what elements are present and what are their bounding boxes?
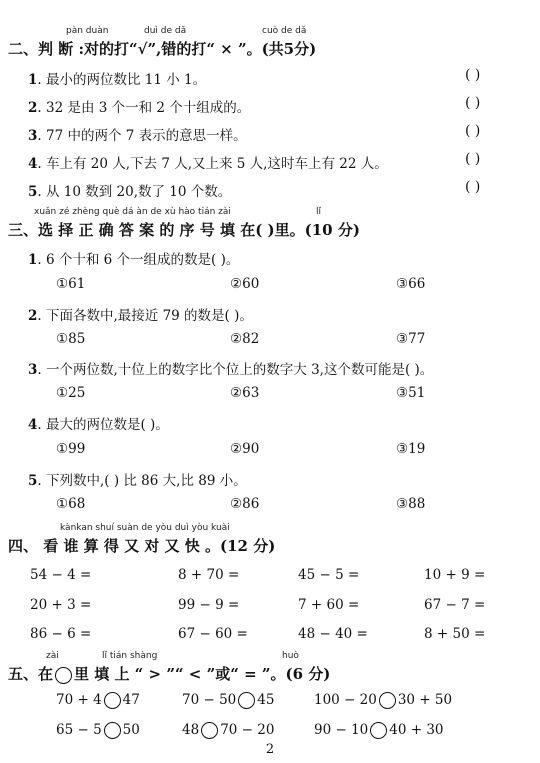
question-text: . 下面各数中,最接近 79 的数是( )。 bbox=[37, 308, 253, 324]
question-text: . 最小的两位数比 11 小 1。 bbox=[37, 72, 207, 88]
option-3[interactable]: ③51 bbox=[396, 385, 426, 401]
answer-blank[interactable]: ( ) bbox=[465, 67, 481, 83]
compare-left: 48 bbox=[182, 722, 200, 738]
option-1[interactable]: ①61 bbox=[56, 276, 86, 292]
calc-item: 54 − 4 = bbox=[30, 567, 92, 583]
page-number: 2 bbox=[265, 742, 275, 757]
compare-item bbox=[182, 722, 274, 739]
calc-item: 67 − 7 = bbox=[424, 597, 486, 613]
compare-right: 30 + 50 bbox=[397, 692, 453, 708]
question-number: 1 bbox=[28, 252, 38, 268]
question-text: . 77 中的两个 7 表示的意思一样。 bbox=[37, 128, 247, 144]
compare-left: 65 − 5 bbox=[56, 722, 102, 738]
compare-right: 70 − 20 bbox=[220, 722, 275, 738]
compare-item bbox=[56, 722, 140, 739]
pinyin: pàn duàn bbox=[66, 26, 109, 36]
question-item bbox=[28, 413, 169, 433]
question-number: 4 bbox=[28, 156, 38, 172]
question-number: 3 bbox=[28, 362, 38, 378]
question-text: . 6 个十和 6 个一组成的数是( )。 bbox=[37, 252, 240, 268]
section-title-choice: 三、选 择 正 确 答 案 的 序 号 填 在( )里。(10 分) bbox=[8, 221, 360, 239]
option-2[interactable]: ②63 bbox=[230, 385, 260, 401]
compare-circle[interactable] bbox=[379, 692, 396, 709]
option-2[interactable]: ②86 bbox=[230, 496, 260, 512]
compare-circle[interactable] bbox=[104, 722, 121, 739]
question-text: . 32 是由 3 个一和 2 个十组成的。 bbox=[37, 100, 251, 116]
answer-blank[interactable]: ( ) bbox=[465, 95, 481, 111]
compare-item bbox=[56, 692, 140, 709]
compare-circle[interactable] bbox=[201, 722, 218, 739]
option-2[interactable]: ②82 bbox=[230, 331, 260, 347]
compare-item bbox=[314, 722, 444, 739]
compare-circle[interactable] bbox=[104, 692, 121, 709]
question-item bbox=[28, 304, 253, 324]
question-number: 2 bbox=[28, 100, 38, 116]
question-number: 2 bbox=[28, 308, 38, 324]
question-item bbox=[28, 96, 250, 116]
question-number: 1 bbox=[28, 72, 38, 88]
pinyin: kànkan shuí suàn de yòu duì yòu kuài bbox=[60, 523, 230, 533]
compare-left: 90 − 10 bbox=[314, 722, 369, 738]
section-title-calculation: 四、 看 谁 算 得 又 对 又 快 。(12 分) bbox=[8, 537, 276, 555]
calc-item: 48 − 40 = bbox=[298, 626, 368, 642]
pinyin: lǐ bbox=[316, 207, 322, 217]
compare-right: 47 bbox=[122, 692, 140, 708]
question-item bbox=[28, 68, 206, 88]
calc-item: 86 − 6 = bbox=[30, 626, 92, 642]
calc-item: 10 + 9 = bbox=[424, 567, 486, 583]
question-text: . 一个两位数,十位上的数字比个位上的数字大 3,这个数可能是( )。 bbox=[37, 362, 434, 378]
pinyin: huò bbox=[282, 651, 299, 661]
option-3[interactable]: ③66 bbox=[396, 276, 426, 292]
pinyin: cuò de dǎ bbox=[262, 26, 307, 36]
section-title-compare bbox=[8, 663, 330, 684]
calc-item: 8 + 70 = bbox=[178, 567, 240, 583]
question-text: . 最大的两位数是( )。 bbox=[37, 417, 169, 433]
compare-circle[interactable] bbox=[238, 692, 255, 709]
question-number: 4 bbox=[28, 417, 38, 433]
calc-item: 20 + 3 = bbox=[30, 597, 92, 613]
question-number: 5 bbox=[28, 184, 38, 200]
question-item bbox=[28, 124, 247, 144]
calc-item: 99 − 9 = bbox=[178, 597, 240, 613]
question-item bbox=[28, 248, 239, 268]
option-2[interactable]: ②90 bbox=[230, 441, 260, 457]
section-title-judgement: 二、判 断 :对的打“√”,错的打“ × ”。(共5分) bbox=[8, 40, 317, 58]
option-2[interactable]: ②60 bbox=[230, 276, 260, 292]
answer-blank[interactable]: ( ) bbox=[465, 151, 481, 167]
compare-left: 100 − 20 bbox=[314, 692, 377, 708]
compare-right: 45 bbox=[257, 692, 275, 708]
pinyin: lǐ tián shàng bbox=[102, 651, 158, 661]
compare-left: 70 + 4 bbox=[56, 692, 102, 708]
section-title-part: 里 填 上 “ > ”“ < ”或“ = ”。(6 分) bbox=[74, 665, 331, 683]
answer-blank[interactable]: ( ) bbox=[465, 123, 481, 139]
option-3[interactable]: ③19 bbox=[396, 441, 426, 457]
question-number: 3 bbox=[28, 128, 38, 144]
section-title-part: 五、在 bbox=[8, 665, 54, 683]
question-text: . 从 10 数到 20,数了 10 个数。 bbox=[37, 184, 232, 200]
compare-circle[interactable] bbox=[370, 722, 387, 739]
pinyin: duì de dǎ bbox=[144, 26, 187, 36]
calc-item: 7 + 60 = bbox=[298, 597, 360, 613]
option-1[interactable]: ①25 bbox=[56, 385, 86, 401]
calc-item: 67 − 60 = bbox=[178, 626, 248, 642]
compare-right: 50 bbox=[122, 722, 140, 738]
calc-item: 8 + 50 = bbox=[424, 626, 486, 642]
option-3[interactable]: ③77 bbox=[396, 331, 426, 347]
question-text: . 下列数中,( ) 比 86 大,比 89 小。 bbox=[37, 473, 247, 489]
option-3[interactable]: ③88 bbox=[396, 496, 426, 512]
question-number: 5 bbox=[28, 473, 38, 489]
question-text: . 车上有 20 人,下去 7 人,又上来 5 人,这时车上有 22 人。 bbox=[37, 156, 388, 172]
compare-item bbox=[314, 692, 452, 709]
answer-blank[interactable]: ( ) bbox=[465, 179, 481, 195]
pinyin: zài bbox=[46, 651, 59, 661]
question-item bbox=[28, 469, 247, 489]
circle-icon bbox=[55, 667, 72, 684]
question-item bbox=[28, 358, 433, 378]
calc-item: 45 − 5 = bbox=[298, 567, 360, 583]
question-item bbox=[28, 180, 231, 200]
question-item bbox=[28, 152, 388, 172]
option-1[interactable]: ①99 bbox=[56, 441, 86, 457]
option-1[interactable]: ①68 bbox=[56, 496, 86, 512]
option-1[interactable]: ①85 bbox=[56, 331, 86, 347]
compare-item bbox=[182, 692, 274, 709]
pinyin: xuǎn zé zhèng què dá àn de xù hào tián zài bbox=[34, 207, 231, 217]
compare-right: 40 + 30 bbox=[389, 722, 444, 738]
compare-left: 70 − 50 bbox=[182, 692, 237, 708]
